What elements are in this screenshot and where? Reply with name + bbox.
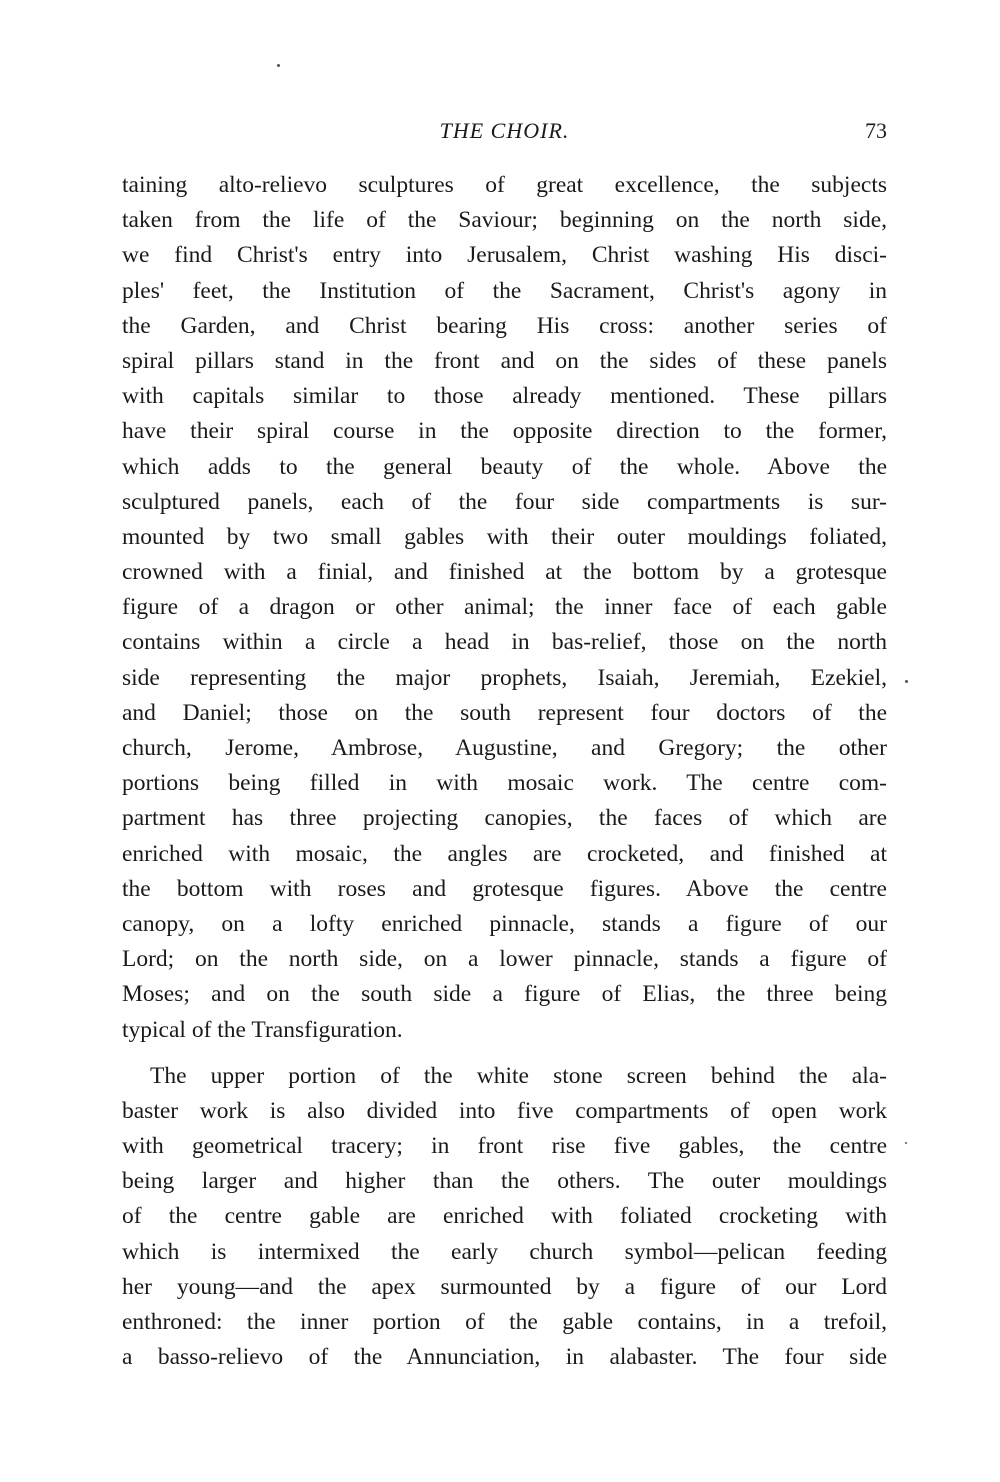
text-line: figure of a dragon or other animal; the inner face of each gable [122, 594, 887, 621]
text-line: her young—and the apex surmounted by a figure of our Lord [122, 1273, 887, 1300]
text-line: spiral pillars stand in the front and on the sides of these panels [122, 347, 887, 374]
print-speck [905, 680, 908, 683]
text-line: The upper portion of the white stone screen behind the ala- [150, 1062, 887, 1089]
text-line: we find Christ's entry into Jerusalem, Christ washing His disci- [122, 242, 887, 269]
text-line: a basso-relievo of the Annunciation, in alabaster. The four side [122, 1344, 887, 1371]
text-line: and Daniel; those on the south represent four doctors of the [122, 699, 887, 726]
page-number: 73 [865, 118, 887, 143]
paragraph-1 [122, 168, 887, 1048]
text-line: Moses; and on the south side a figure of Elias, the three being [122, 981, 887, 1008]
text-line: mounted by two small gables with their outer mouldings foliated, [122, 523, 887, 550]
text-line: canopy, on a lofty enriched pinnacle, stands a figure of our [122, 910, 887, 937]
paragraph-gap [122, 1048, 887, 1059]
text-line: taining alto-relievo sculptures of great excellence, the subjects [122, 172, 887, 198]
text-line: ples' feet, the Institution of the Sacrament, Christ's agony in [122, 277, 887, 304]
text-line: of the centre gable are enriched with foliated crocketing with [122, 1203, 887, 1230]
text-line: portions being filled in with mosaic work. The centre com- [122, 770, 887, 797]
text-line: which adds to the general beauty of the whole. Above the [122, 453, 887, 480]
text-line: taken from the life of the Saviour; beginning on the north side, [122, 207, 887, 234]
text-line: contains within a circle a head in bas-relief, those on the north [122, 629, 887, 656]
body-text [122, 168, 887, 1375]
text-line: with capitals similar to those already mentioned. These pillars [122, 383, 887, 410]
text-line: with geometrical tracery; in front rise five gables, the centre [122, 1133, 887, 1160]
text-line: have their spiral course in the opposite direction to the former, [122, 418, 887, 445]
text-line: Lord; on the north side, on a lower pinnacle, stands a figure of [122, 946, 887, 973]
page-header [122, 118, 887, 148]
text-line: partment has three projecting canopies, the faces of which are [122, 805, 887, 832]
text-line: baster work is also divided into five compartments of open work [122, 1097, 887, 1124]
text-line: side representing the major prophets, Isaiah, Jeremiah, Ezekiel, [122, 664, 887, 691]
print-speck [905, 1142, 907, 1144]
text-line: enriched with mosaic, the angles are crocketed, and finished at [122, 840, 887, 867]
text-line: the bottom with roses and grotesque figures. Above the centre [122, 875, 887, 902]
text-line: typical of the Transfiguration. [122, 1016, 403, 1043]
text-line: enthroned: the inner portion of the gable contains, in a trefoil, [122, 1309, 887, 1335]
text-line: crowned with a finial, and finished at the bottom by a grotesque [122, 559, 887, 586]
print-speck [277, 64, 280, 67]
running-title: THE CHOIR. [439, 118, 570, 143]
text-line: the Garden, and Christ bearing His cross: another series of [122, 312, 887, 339]
text-line: being larger and higher than the others. The outer mouldings [122, 1168, 887, 1195]
text-line: sculptured panels, each of the four side compartments is sur- [122, 488, 887, 515]
paragraph-2 [122, 1059, 887, 1376]
text-line: which is intermixed the early church symbol—pelican feeding [122, 1238, 887, 1265]
text-line: church, Jerome, Ambrose, Augustine, and Gregory; the other [122, 735, 887, 761]
